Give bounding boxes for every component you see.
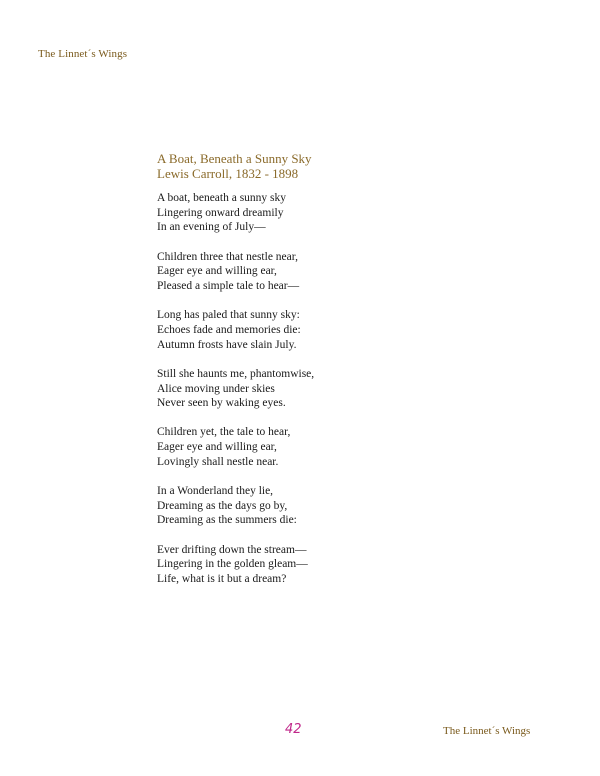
running-head-title: The Linnet´s Wings xyxy=(38,48,128,60)
stanza-1 xyxy=(157,191,417,235)
poem-line: Alice moving under skies xyxy=(157,382,275,395)
poem-line: Still she haunts me, phantomwise, xyxy=(157,367,315,380)
poem-line: In a Wonderland they lie, xyxy=(157,485,274,498)
poem-line: Dreaming as the summers die: xyxy=(157,514,297,527)
poem-line: Lingering in the golden gleam— xyxy=(157,558,308,571)
running-foot-title: The Linnet´s Wings xyxy=(443,725,531,737)
poem-line: Never seen by waking eyes. xyxy=(157,397,286,410)
stanza-6 xyxy=(157,484,417,528)
poem xyxy=(157,151,417,601)
poem-line: Eager eye and willing ear, xyxy=(157,265,277,278)
poem-title: A Boat, Beneath a Sunny Sky xyxy=(157,151,312,166)
poem-line: Autumn frosts have slain July. xyxy=(157,338,297,351)
stanza-2 xyxy=(157,250,417,294)
poem-line: Eager eye and willing ear, xyxy=(157,441,277,454)
poem-line: Lovingly shall nestle near. xyxy=(157,455,279,468)
poem-body xyxy=(157,191,417,587)
page-number: 42 xyxy=(285,722,302,737)
stanza-3 xyxy=(157,308,417,352)
poem-line: Dreaming as the days go by, xyxy=(157,499,288,512)
poem-line: Lingering onward dreamily xyxy=(157,206,284,219)
stanza-4 xyxy=(157,367,417,411)
stanza-7 xyxy=(157,543,417,587)
poem-line: Life, what is it but a dream? xyxy=(157,573,287,586)
poem-line: In an evening of July— xyxy=(157,221,266,234)
poem-line: Echoes fade and memories die: xyxy=(157,323,301,336)
poem-line: Children yet, the tale to hear, xyxy=(157,426,291,439)
poem-line: A boat, beneath a sunny sky xyxy=(157,192,287,204)
poem-line: Pleased a simple tale to hear— xyxy=(157,280,300,293)
poem-line: Ever drifting down the stream— xyxy=(157,543,307,556)
poem-line: Children three that nestle near, xyxy=(157,250,298,263)
poem-author: Lewis Carroll, 1832 - 1898 xyxy=(157,166,299,181)
stanza-5 xyxy=(157,425,417,469)
poem-line: Long has paled that sunny sky: xyxy=(157,309,300,322)
